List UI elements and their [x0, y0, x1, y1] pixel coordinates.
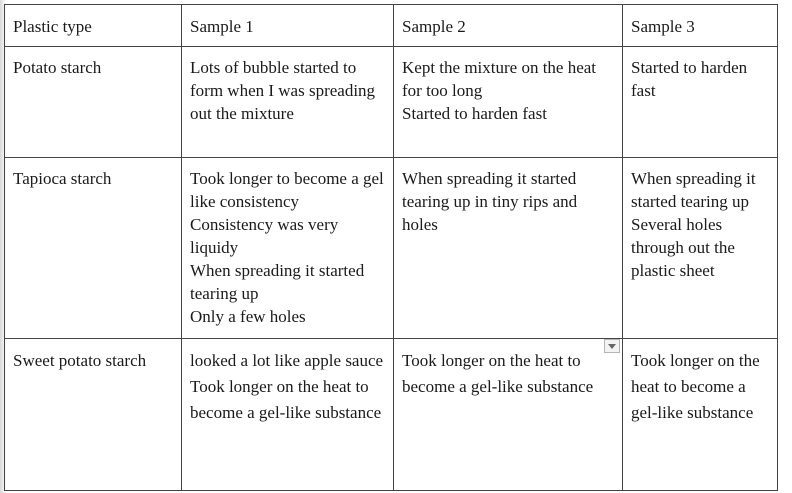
cell-line: Started to harden fast — [631, 58, 748, 100]
cell-sample-2[interactable] — [394, 47, 623, 158]
cell-line: Started to harden fast — [402, 104, 547, 123]
cell-plastic-type[interactable]: Tapioca starch — [5, 158, 182, 339]
cell-line: Took longer on the heat to become a gel-like substance — [190, 377, 382, 422]
table-row — [5, 339, 778, 491]
cell-sample-3[interactable] — [623, 339, 778, 491]
cell-line: Several holes through out the plastic sheet — [631, 215, 735, 280]
cell-line: When spreading it started tearing up — [631, 169, 756, 211]
cell-line: When spreading it started tearing up — [190, 261, 365, 303]
header-cell-sample-2[interactable]: Sample 2 — [394, 5, 623, 47]
cell-line: Took longer on the heat to become a gel-like substance — [631, 351, 760, 422]
header-cell-sample-3[interactable]: Sample 3 — [623, 5, 778, 47]
table-row — [5, 47, 778, 158]
cell-line: Took longer to become a gel like consistency — [190, 169, 384, 211]
table-row — [5, 158, 778, 339]
table-header-row — [5, 5, 778, 47]
cell-plastic-type[interactable]: Sweet potato starch — [5, 339, 182, 491]
cell-line: Lots of bubble started to form when I was spreading out the mixture — [190, 58, 376, 123]
plastic-samples-table — [4, 4, 778, 491]
cell-sample-2[interactable] — [394, 158, 623, 339]
header-cell-plastic-type[interactable]: Plastic type — [5, 5, 182, 47]
cell-plastic-type[interactable]: Potato starch — [5, 47, 182, 158]
header-cell-sample-1[interactable]: Sample 1 — [182, 5, 394, 47]
cell-sample-1[interactable] — [182, 339, 394, 491]
cell-line: Took longer on the heat to become a gel-like substance — [402, 351, 594, 396]
cell-line: looked a lot like apple sauce — [190, 351, 384, 370]
cell-sample-2[interactable] — [394, 339, 623, 491]
cell-line: When spreading it started tearing up in tiny rips and holes — [402, 169, 578, 234]
cell-line: Kept the mixture on the heat for too long — [402, 58, 597, 100]
cell-content — [402, 348, 614, 400]
cell-line: Consistency was very liquidy — [190, 215, 339, 257]
cell-sample-3[interactable] — [623, 158, 778, 339]
cell-line: Only a few holes — [190, 307, 306, 326]
cell-sample-1[interactable] — [182, 158, 394, 339]
cell-sample-1[interactable] — [182, 47, 394, 158]
cell-sample-3[interactable] — [623, 47, 778, 158]
chevron-down-icon[interactable] — [604, 339, 620, 353]
